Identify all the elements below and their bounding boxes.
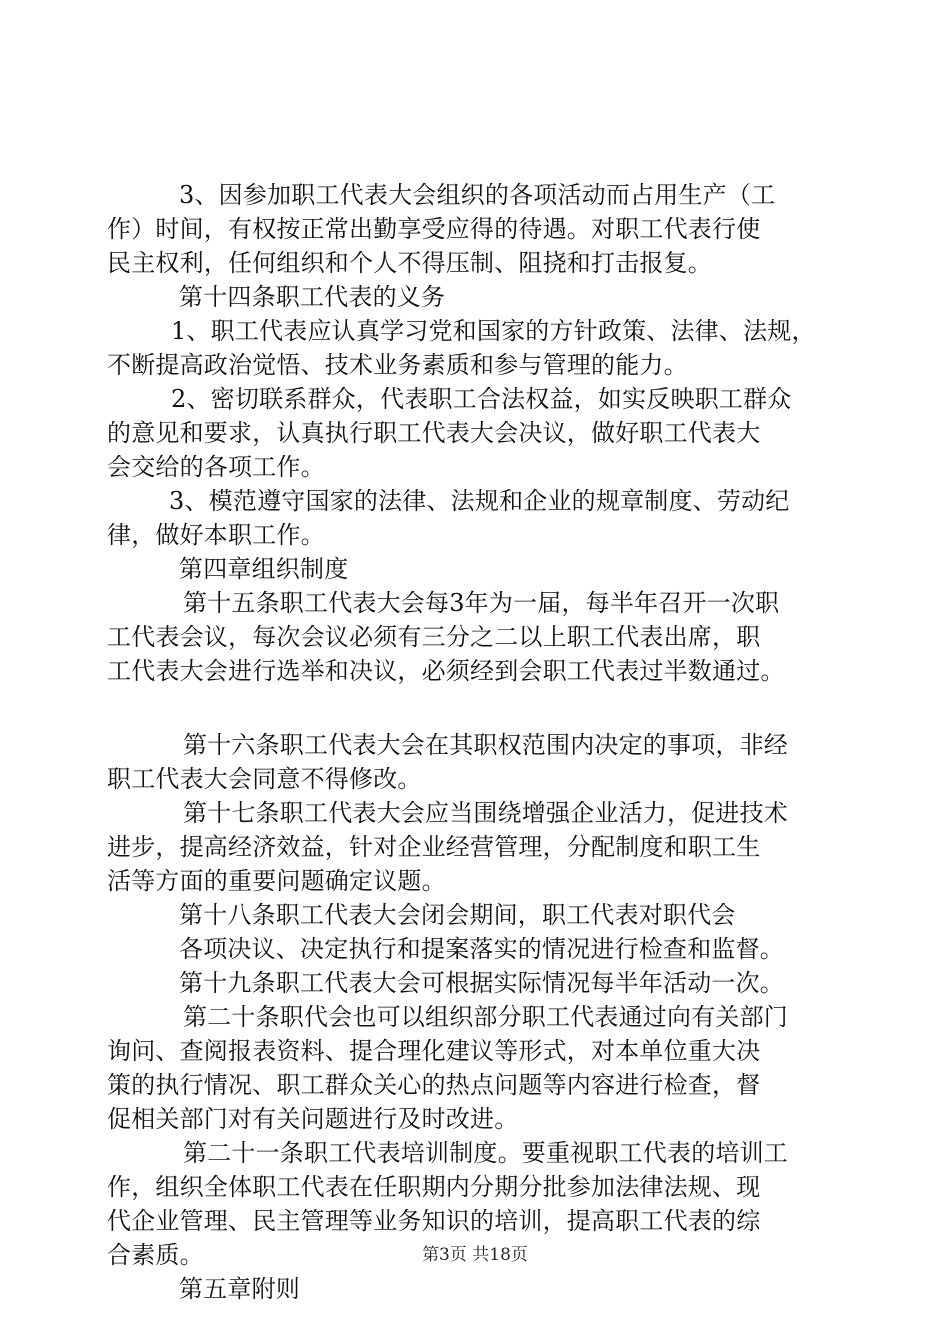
- paragraph-line: 第二十一条职工代表培训制度。要重视职工代表的培训工: [183, 1139, 788, 1167]
- chapter-heading: 第五章附则: [179, 1275, 300, 1303]
- paragraph-line: 第二十条职代会也可以组织部分职工代表通过向有关部门: [183, 1003, 788, 1031]
- paragraph-line: 3、模范遵守国家的法律、法规和企业的规章制度、劳动纪: [169, 487, 790, 515]
- paragraph-line: 第十七条职工代表大会应当围绕增强企业活力，促进技术: [183, 799, 788, 827]
- document-body: [107, 178, 847, 1306]
- page-footer: 第3页 共18页: [422, 1245, 528, 1265]
- paragraph-line: 进步，提高经济效益，针对企业经营管理，分配制度和职工生: [107, 833, 761, 861]
- paragraph-line: 活等方面的重要问题确定议题。: [107, 867, 446, 895]
- paragraph-line: 合素质。: [107, 1241, 204, 1269]
- paragraph-line: 作）时间，有权按正常出勤享受应得的待遇。对职工代表行使: [107, 215, 761, 243]
- paragraph-line: 会交给的各项工作。: [107, 453, 325, 481]
- paragraph-line: 工代表大会进行选举和决议，必须经到会职工代表过半数通过。: [107, 657, 785, 685]
- chapter-heading: 第四章组织制度: [179, 555, 349, 583]
- paragraph-line: 2、密切联系群众，代表职工合法权益，如实反映职工群众: [171, 385, 792, 413]
- paragraph-line: 职工代表大会同意不得修改。: [107, 765, 422, 793]
- paragraph-line: 代企业管理、民主管理等业务知识的培训，提高职工代表的综: [107, 1207, 761, 1235]
- article-heading: 第十四条职工代表的义务: [179, 283, 446, 311]
- paragraph-line: 3、因参加职工代表大会组织的各项活动而占用生产（工: [179, 181, 776, 209]
- paragraph-line: 律，做好本职工作。: [107, 521, 325, 549]
- paragraph-line: 的意见和要求，认真执行职工代表大会决议，做好职工代表大: [107, 419, 761, 447]
- paragraph-line: 第十六条职工代表大会在其职权范围内决定的事项，非经: [183, 731, 788, 759]
- paragraph-line: 工代表会议，每次会议必须有三分之二以上职工代表出席，职: [107, 623, 761, 651]
- paragraph-line: 作，组织全体职工代表在任职期内分期分批参加法律法规、现: [107, 1173, 761, 1201]
- paragraph-line: 各项决议、决定执行和提案落实的情况进行检查和监督。: [179, 935, 784, 963]
- paragraph-line: 民主权利，任何组织和个人不得压制、阻挠和打击报复。: [107, 249, 712, 277]
- paragraph-line: 不断提高政治觉悟、技术业务素质和参与管理的能力。: [107, 351, 688, 379]
- paragraph-line: 第十八条职工代表大会闭会期间，职工代表对职代会: [179, 901, 736, 929]
- paragraph-line: 第十五条职工代表大会每3年为一届，每半年召开一次职: [183, 589, 780, 617]
- paragraph-gap: [107, 688, 847, 728]
- paragraph-line: 1、职工代表应认真学习党和国家的方针政策、法律、法规，: [171, 317, 816, 345]
- paragraph-line: 策的执行情况、职工群众关心的热点问题等内容进行检查，督: [107, 1071, 761, 1099]
- paragraph-line: 第十九条职工代表大会可根据实际情况每半年活动一次。: [179, 969, 784, 997]
- paragraph-line: 促相关部门对有关问题进行及时改进。: [107, 1105, 519, 1133]
- paragraph-line: 询问、查阅报表资料、提合理化建议等形式，对本单位重大决: [107, 1037, 761, 1065]
